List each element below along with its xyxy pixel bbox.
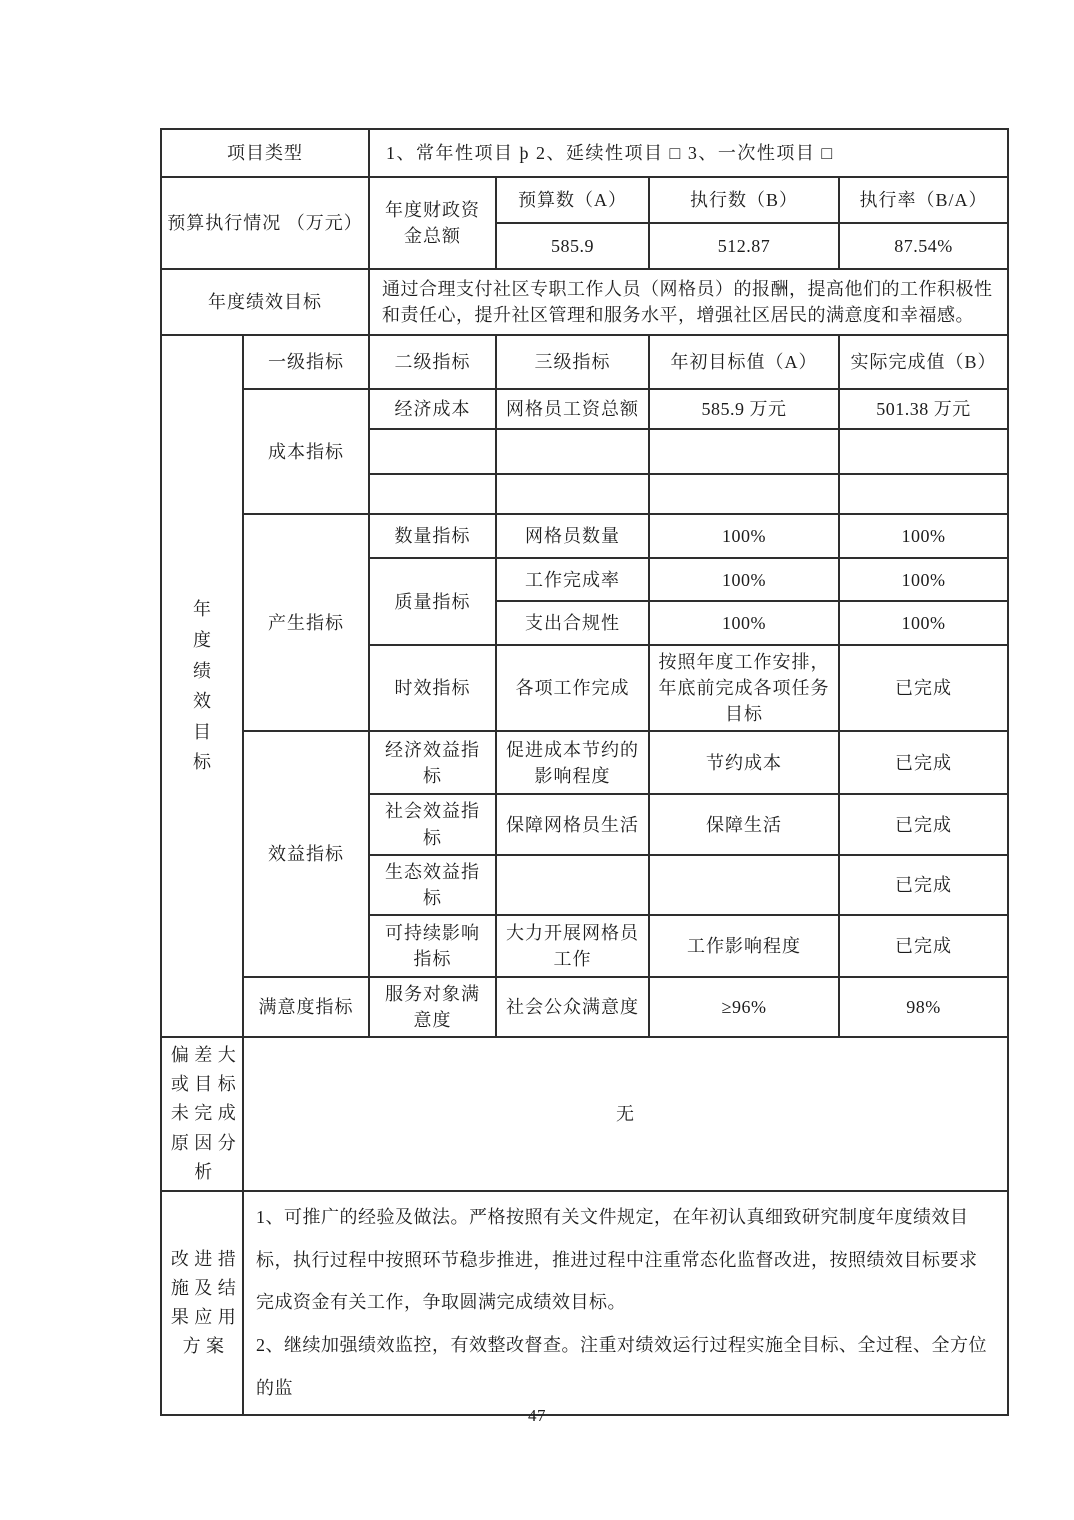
social-level2: 社会效益指标: [369, 794, 496, 854]
performance-report-table: [160, 128, 1009, 1416]
quality2-level3: 支出合规性: [496, 601, 649, 645]
budget-col-budget: 预算数（A）: [496, 177, 649, 223]
empty-cell: [369, 429, 496, 474]
quality1-target: 100%: [649, 558, 839, 601]
satisfaction-level3: 社会公众满意度: [496, 977, 649, 1037]
quality2-actual: 100%: [839, 601, 1008, 645]
page-number: 47: [528, 1406, 546, 1425]
cost-row-level3: 网格员工资总额: [496, 389, 649, 429]
deviation-label: [161, 1037, 243, 1191]
empty-cell: [649, 429, 839, 474]
empty-cell: [649, 855, 839, 915]
timeliness-level3: 各项工作完成: [496, 645, 649, 731]
satisfaction-actual: 98%: [839, 977, 1008, 1037]
quality1-actual: 100%: [839, 558, 1008, 601]
social-target: 保障生活: [649, 794, 839, 854]
empty-cell: [496, 474, 649, 514]
cost-row-target: 585.9 万元: [649, 389, 839, 429]
economic-target: 节约成本: [649, 731, 839, 794]
quantity-row-level2: 数量指标: [369, 514, 496, 558]
header-level1: 一级指标: [243, 335, 369, 389]
budget-execution-label: 预算执行情况 （万元）: [161, 177, 369, 269]
timeliness-actual: 已完成: [839, 645, 1008, 731]
group-output-label: 产生指标: [243, 514, 369, 731]
budget-col-execution: 执行数（B）: [649, 177, 839, 223]
satisfaction-level2: 服务对象满意度: [369, 977, 496, 1037]
cost-row-level2: 经济成本: [369, 389, 496, 429]
quality2-target: 100%: [649, 601, 839, 645]
quantity-row-target: 100%: [649, 514, 839, 558]
deviation-label-text: 偏差大或目标未完成原因分析: [170, 1045, 242, 1182]
empty-cell: [649, 474, 839, 514]
header-level2: 二级指标: [369, 335, 496, 389]
empty-cell: [839, 474, 1008, 514]
satisfaction-target: ≥96%: [649, 977, 839, 1037]
annual-goal-label: 年度绩效目标: [161, 269, 369, 335]
improvement-content: [243, 1191, 1008, 1415]
economic-level3: 促进成本节约的影响程度: [496, 731, 649, 794]
timeliness-target: 按照年度工作安排，年底前完成各项任务目标: [649, 645, 839, 731]
header-actual: 实际完成值（B）: [839, 335, 1008, 389]
annual-goal-text: 通过合理支付社区专职工作人员（网格员）的报酬，提高他们的工作积极性和责任心，提升社区管理和服务水平，增强社区居民的满意度和幸福感。: [369, 269, 1008, 335]
ecological-actual: 已完成: [839, 855, 1008, 915]
project-type-options: 1、常年性项目 þ 2、延续性项目 □ 3、一次性项目 □: [369, 129, 1008, 177]
quality-group-label: 质量指标: [369, 558, 496, 645]
ecological-level2: 生态效益指标: [369, 855, 496, 915]
project-type-label: 项目类型: [161, 129, 369, 177]
sustainable-level2: 可持续影响指标: [369, 915, 496, 977]
quantity-row-actual: 100%: [839, 514, 1008, 558]
quality1-level3: 工作完成率: [496, 558, 649, 601]
social-actual: 已完成: [839, 794, 1008, 854]
empty-cell: [369, 474, 496, 514]
quantity-row-level3: 网格员数量: [496, 514, 649, 558]
header-level3: 三级指标: [496, 335, 649, 389]
budget-col-rate: 执行率（B/A）: [839, 177, 1008, 223]
group-benefit-label: 效益指标: [243, 731, 369, 976]
improvement-paragraph-2: 2、继续加强绩效监控，有效整改督查。注重对绩效运行过程实施全目标、全过程、全方位的监: [256, 1335, 987, 1399]
budget-value: 585.9: [496, 223, 649, 269]
empty-cell: [839, 429, 1008, 474]
improvement-label: [161, 1191, 243, 1415]
economic-actual: 已完成: [839, 731, 1008, 794]
empty-cell: [496, 855, 649, 915]
sustainable-target: 工作影响程度: [649, 915, 839, 977]
sustainable-actual: 已完成: [839, 915, 1008, 977]
empty-cell: [496, 429, 649, 474]
economic-level2: 经济效益指标: [369, 731, 496, 794]
group-satisfaction-label: 满意度指标: [243, 977, 369, 1037]
indicators-side-label: [161, 335, 243, 1037]
group-cost-label: 成本指标: [243, 389, 369, 514]
indicators-side-label-text: 年度绩效目标: [193, 599, 211, 773]
timeliness-level2: 时效指标: [369, 645, 496, 731]
execution-rate-value: 87.54%: [839, 223, 1008, 269]
execution-value: 512.87: [649, 223, 839, 269]
sustainable-level3: 大力开展网格员工作: [496, 915, 649, 977]
deviation-value: 无: [243, 1037, 1008, 1191]
improvement-paragraph-1: 1、可推广的经验及做法。严格按照有关文件规定，在年初认真细致研究制度年度绩效目标，执行过程中按照环节稳步推进，推进过程中注重常态化监督改进，按照绩效目标要求完成资金有关工作，争取圆满完成绩效目标。: [256, 1206, 978, 1313]
improvement-label-text: 改进措施及结果应用方案: [170, 1248, 242, 1357]
budget-total-label: 年度财政资金总额: [369, 177, 496, 269]
cost-row-actual: 501.38 万元: [839, 389, 1008, 429]
header-target: 年初目标值（A）: [649, 335, 839, 389]
social-level3: 保障网格员生活: [496, 794, 649, 854]
